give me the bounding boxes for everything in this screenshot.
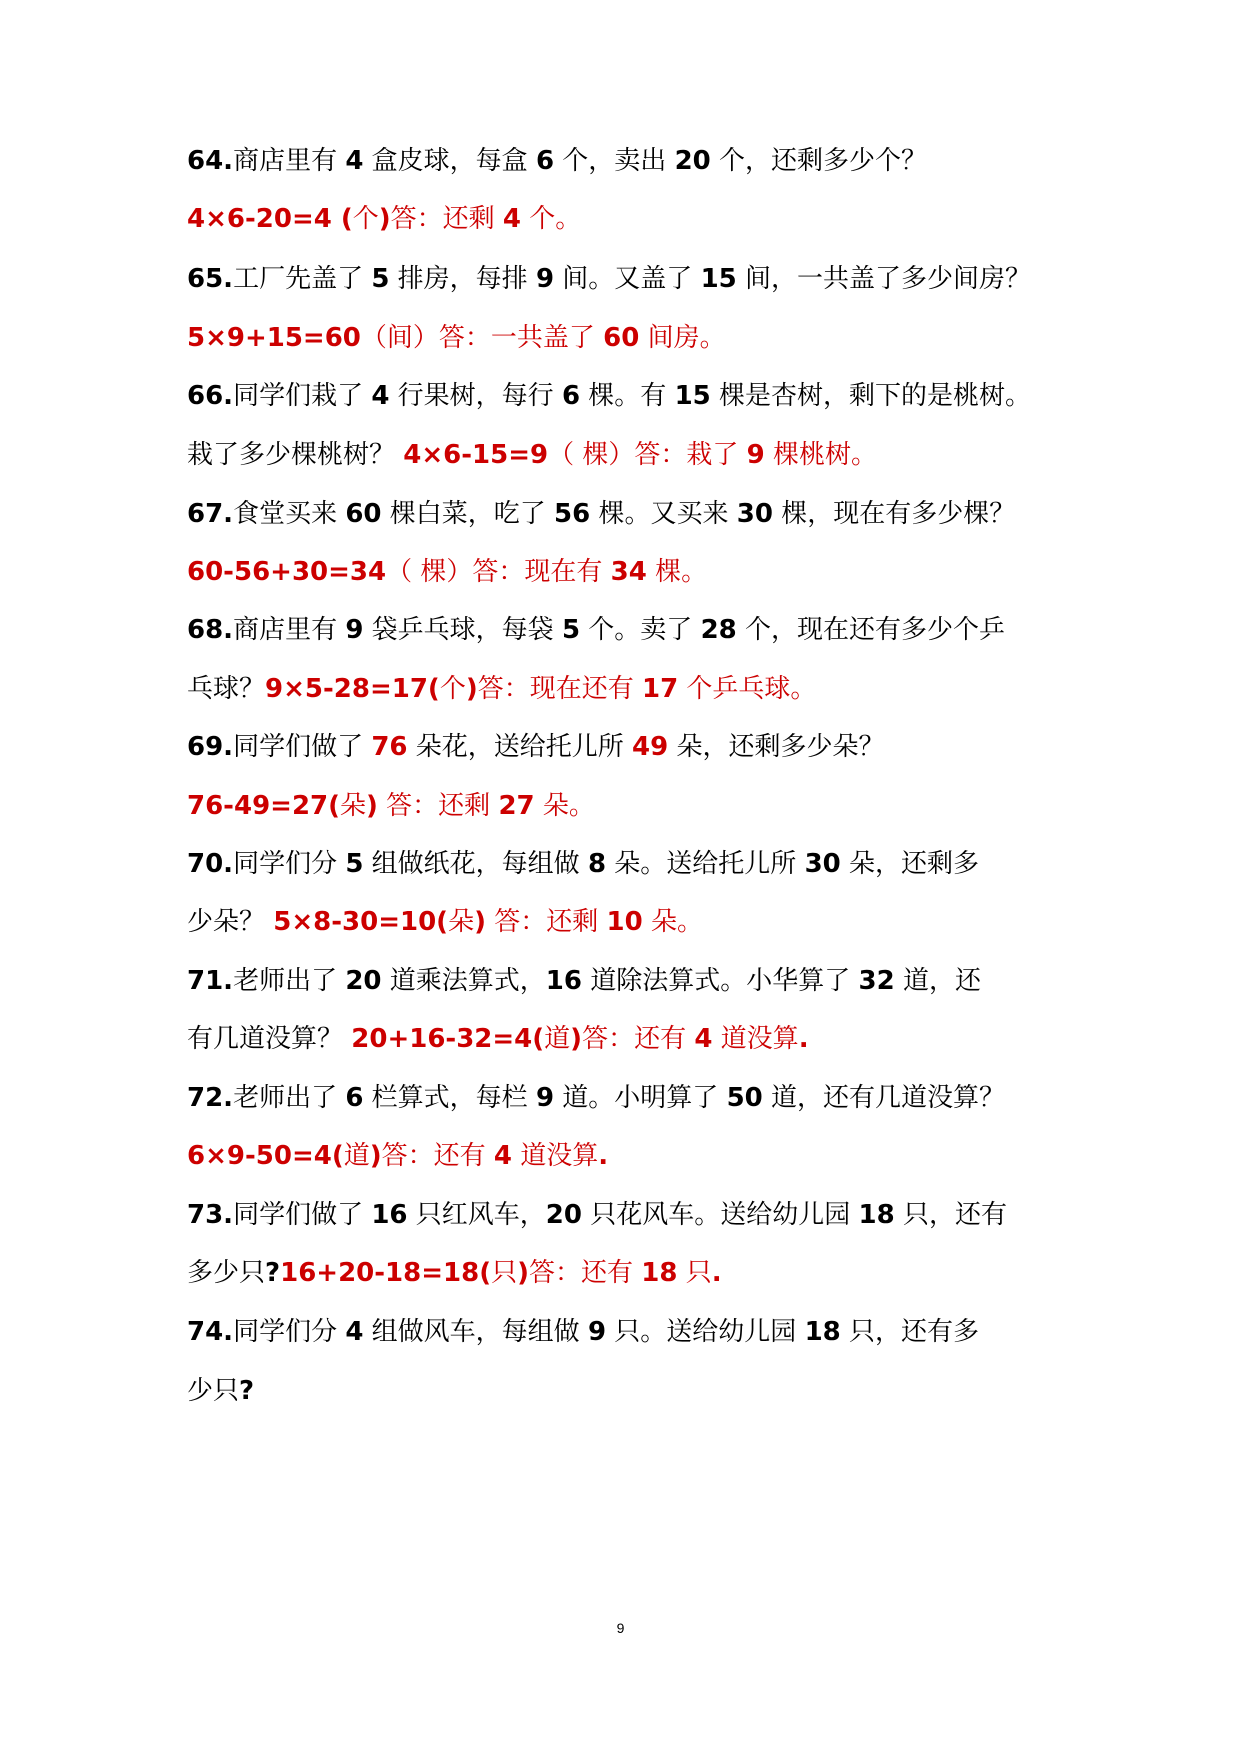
question-text: 4 bbox=[371, 381, 390, 411]
question-text: 20 bbox=[545, 1200, 582, 1230]
question-text: 65. bbox=[187, 264, 234, 294]
question-text: 15 bbox=[674, 381, 711, 411]
question-text: 道除法算式。小华算了 bbox=[581, 966, 859, 996]
question-text: 9 bbox=[345, 615, 364, 645]
question-text: 74. bbox=[187, 1317, 234, 1347]
question-text: 68. bbox=[187, 615, 234, 645]
answer-text: 5×9+15=60 bbox=[187, 323, 361, 353]
answer-text: 49 bbox=[632, 732, 669, 762]
question-text: 只花风车。送给幼儿园 bbox=[581, 1200, 859, 1230]
text-line bbox=[187, 1371, 1107, 1411]
answer-text: 27 bbox=[498, 791, 535, 821]
text-line bbox=[187, 844, 1107, 884]
question-text: 工厂先盖了 bbox=[233, 264, 372, 294]
text-line bbox=[187, 141, 1107, 181]
text-line bbox=[187, 1195, 1107, 1235]
answer-text: ) bbox=[474, 907, 486, 937]
question-text: 同学们栽了 bbox=[233, 381, 372, 411]
question-text: 间，一共盖了多少间房？ bbox=[736, 264, 1032, 294]
answer-text: 朵。 bbox=[642, 907, 703, 937]
text-line bbox=[187, 199, 1107, 239]
question-text: 9 bbox=[535, 264, 555, 294]
question-text: 67. bbox=[187, 499, 234, 529]
answer-text: （ 棵）答：现在有 bbox=[386, 557, 611, 587]
text-line bbox=[187, 1253, 1107, 1293]
question-text: 组做风车，每组做 bbox=[363, 1317, 588, 1347]
question-text: 个，现在还有多少个乒 bbox=[736, 615, 1006, 645]
question-text: 5 bbox=[371, 264, 390, 294]
question-text: 商店里有 bbox=[233, 615, 346, 645]
answer-text: 答：还有 bbox=[381, 1141, 494, 1171]
text-line bbox=[187, 786, 1107, 826]
answer-text: 间房。 bbox=[639, 323, 726, 353]
text-line bbox=[187, 1136, 1107, 1176]
answer-text: 道没算 bbox=[712, 1024, 799, 1054]
question-text: 70. bbox=[187, 849, 234, 879]
answer-text: 只 bbox=[677, 1258, 712, 1288]
answer-text: . bbox=[598, 1141, 609, 1171]
answer-text: 60 bbox=[603, 323, 640, 353]
answer-text: 6×9-50=4( bbox=[187, 1141, 344, 1171]
question-text: 6 bbox=[345, 1083, 364, 1113]
question-text: 老师出了 bbox=[233, 1083, 346, 1113]
question-text: 56 bbox=[554, 499, 591, 529]
answer-text: 34 bbox=[610, 557, 647, 587]
question-text: 60 bbox=[345, 499, 382, 529]
page-number: 9 bbox=[616, 1620, 625, 1636]
question-text: 5 bbox=[345, 849, 364, 879]
answer-text: 5×8-30=10( bbox=[273, 907, 449, 937]
question-text: 30 bbox=[804, 849, 841, 879]
question-text: 只，还有多 bbox=[840, 1317, 980, 1347]
question-text: 8 bbox=[587, 849, 607, 879]
answer-text: ) bbox=[366, 791, 378, 821]
answer-text: 道 bbox=[544, 1024, 571, 1054]
text-line bbox=[187, 259, 1107, 299]
text-line bbox=[187, 435, 1107, 475]
question-text: 18 bbox=[858, 1200, 895, 1230]
question-text: 15 bbox=[700, 264, 737, 294]
question-text: 32 bbox=[858, 966, 895, 996]
question-text: 棵，现在有多少棵？ bbox=[772, 499, 1016, 529]
answer-text: 个乒乓球。 bbox=[678, 674, 817, 704]
answer-text: ) bbox=[517, 1258, 529, 1288]
question-text: 栏算式，每栏 bbox=[363, 1083, 536, 1113]
text-line bbox=[187, 610, 1107, 650]
question-text: 只红风车， bbox=[407, 1200, 546, 1230]
answer-text: 20+16-32=4( bbox=[351, 1024, 545, 1054]
answer-text: 4 bbox=[694, 1024, 713, 1054]
text-line bbox=[187, 902, 1107, 942]
question-text: 同学们做了 bbox=[233, 1200, 372, 1230]
answer-text: 答：还有 bbox=[582, 1024, 695, 1054]
question-text: 有几道没算？ bbox=[187, 1024, 352, 1054]
answer-text: 答：还剩 bbox=[390, 204, 503, 234]
question-text: 个，卖出 bbox=[554, 146, 675, 176]
question-text: 73. bbox=[187, 1200, 234, 1230]
question-text: 朵。送给托儿所 bbox=[606, 849, 805, 879]
question-text: 道，还有几道没算？ bbox=[762, 1083, 1006, 1113]
question-text: 50 bbox=[726, 1083, 763, 1113]
question-text: 棵。又买来 bbox=[590, 499, 737, 529]
answer-text: （间）答：一共盖了 bbox=[360, 323, 604, 353]
question-text: 间。又盖了 bbox=[554, 264, 701, 294]
text-line bbox=[187, 669, 1107, 709]
question-text: 20 bbox=[674, 146, 711, 176]
question-text: 行果树，每行 bbox=[389, 381, 562, 411]
answer-text: 答：还剩 bbox=[485, 907, 607, 937]
question-text: 袋乒乓球，每袋 bbox=[363, 615, 562, 645]
answer-text: ) bbox=[378, 204, 391, 234]
answer-text: 只 bbox=[491, 1258, 518, 1288]
question-text: 16 bbox=[371, 1200, 408, 1230]
question-text: 老师出了 bbox=[233, 966, 346, 996]
question-text: 食堂买来 bbox=[233, 499, 346, 529]
question-text: 64. bbox=[187, 146, 234, 176]
question-text: 16 bbox=[545, 966, 582, 996]
question-text: ? bbox=[265, 1258, 281, 1288]
answer-text: 18 bbox=[641, 1258, 678, 1288]
question-text: 棵是杏树，剩下的是桃树。 bbox=[710, 381, 1032, 411]
answer-text: 4×6-20=4 ( bbox=[187, 204, 353, 234]
text-line bbox=[187, 1312, 1107, 1352]
question-text: 盒皮球，每盒 bbox=[363, 146, 536, 176]
answer-text: 4 bbox=[493, 1141, 512, 1171]
text-line bbox=[187, 376, 1107, 416]
answer-text: 个 bbox=[439, 674, 466, 704]
text-line bbox=[187, 318, 1107, 358]
question-text: 个。卖了 bbox=[580, 615, 701, 645]
question-text: 少朵？ bbox=[187, 907, 274, 937]
answer-text: 答：还有 bbox=[529, 1258, 642, 1288]
answer-text: ) bbox=[570, 1024, 583, 1054]
question-text: 同学们做了 bbox=[233, 732, 372, 762]
answer-text: . bbox=[798, 1024, 809, 1054]
question-text: 72. bbox=[187, 1083, 234, 1113]
answer-text: 朵 bbox=[448, 907, 475, 937]
answer-text: ) bbox=[369, 1141, 382, 1171]
answer-text: 9 bbox=[746, 440, 765, 470]
answer-text: 个 bbox=[352, 204, 379, 234]
answer-text: 16+20-18=18( bbox=[280, 1258, 492, 1288]
question-text: 朵，还剩多 bbox=[840, 849, 980, 879]
answer-text: 答：还剩 bbox=[377, 791, 499, 821]
text-line bbox=[187, 552, 1107, 592]
question-text: 同学们分 bbox=[233, 1317, 346, 1347]
text-line bbox=[187, 1078, 1107, 1118]
answer-text: 朵。 bbox=[534, 791, 595, 821]
question-text: 28 bbox=[700, 615, 737, 645]
answer-text: 道 bbox=[343, 1141, 370, 1171]
question-text: 多少只 bbox=[187, 1258, 266, 1288]
answer-text: 棵桃树。 bbox=[764, 440, 877, 470]
question-text: ? bbox=[239, 1376, 255, 1406]
question-text: 4 bbox=[345, 1317, 364, 1347]
text-line bbox=[187, 494, 1107, 534]
question-text: 30 bbox=[736, 499, 773, 529]
question-text: 组做纸花，每组做 bbox=[363, 849, 588, 879]
question-text: 道乘法算式， bbox=[381, 966, 546, 996]
text-line bbox=[187, 961, 1107, 1001]
answer-text: 60-56+30=34 bbox=[187, 557, 387, 587]
question-text: 6 bbox=[561, 381, 581, 411]
question-text: 9 bbox=[587, 1317, 607, 1347]
answer-text: 朵 bbox=[340, 791, 367, 821]
question-text: 商店里有 bbox=[233, 146, 346, 176]
answer-text: 道没算 bbox=[511, 1141, 599, 1171]
answer-text: 76 bbox=[371, 732, 408, 762]
answer-text: 17 bbox=[641, 674, 679, 704]
question-text: 69. bbox=[187, 732, 234, 762]
question-text: 朵花，送给托儿所 bbox=[407, 732, 633, 762]
text-line bbox=[187, 727, 1107, 767]
question-text: 少只 bbox=[187, 1376, 240, 1406]
answer-text: . bbox=[711, 1258, 722, 1288]
question-text: 同学们分 bbox=[233, 849, 346, 879]
answer-text: 棵。 bbox=[646, 557, 708, 587]
question-text: 排房，每排 bbox=[389, 264, 536, 294]
question-text: 6 bbox=[535, 146, 555, 176]
question-text: 4 bbox=[345, 146, 364, 176]
question-text: 棵白菜，吃了 bbox=[381, 499, 555, 529]
question-text: 个，还剩多少个？ bbox=[710, 146, 928, 176]
answer-text: ) bbox=[465, 674, 478, 704]
question-text: 5 bbox=[561, 615, 581, 645]
answer-text: 答：现在还有 bbox=[477, 674, 642, 704]
question-text: 18 bbox=[804, 1317, 841, 1347]
question-text: 道。小明算了 bbox=[554, 1083, 727, 1113]
question-text: 栽了多少棵桃树？ bbox=[187, 440, 404, 470]
answer-text: （ 棵）答：栽了 bbox=[548, 440, 747, 470]
question-text: 乓球？ bbox=[187, 674, 266, 704]
text-line bbox=[187, 1019, 1107, 1059]
question-text: 只。送给幼儿园 bbox=[606, 1317, 805, 1347]
question-text: 66. bbox=[187, 381, 234, 411]
answer-text: 4×6-15=9 bbox=[403, 440, 549, 470]
answer-text: 9×5-28=17( bbox=[265, 674, 440, 704]
question-text: 9 bbox=[535, 1083, 555, 1113]
question-text: 20 bbox=[345, 966, 382, 996]
question-text: 棵。有 bbox=[580, 381, 675, 411]
question-text: 朵，还剩多少朵？ bbox=[668, 732, 885, 762]
answer-text: 4 bbox=[502, 204, 522, 234]
answer-text: 76-49=27( bbox=[187, 791, 341, 821]
answer-text: 个。 bbox=[521, 204, 582, 234]
question-text: 71. bbox=[187, 966, 234, 996]
question-text: 只，还有 bbox=[894, 1200, 1007, 1230]
answer-text: 10 bbox=[606, 907, 643, 937]
question-text: 道，还 bbox=[894, 966, 981, 996]
